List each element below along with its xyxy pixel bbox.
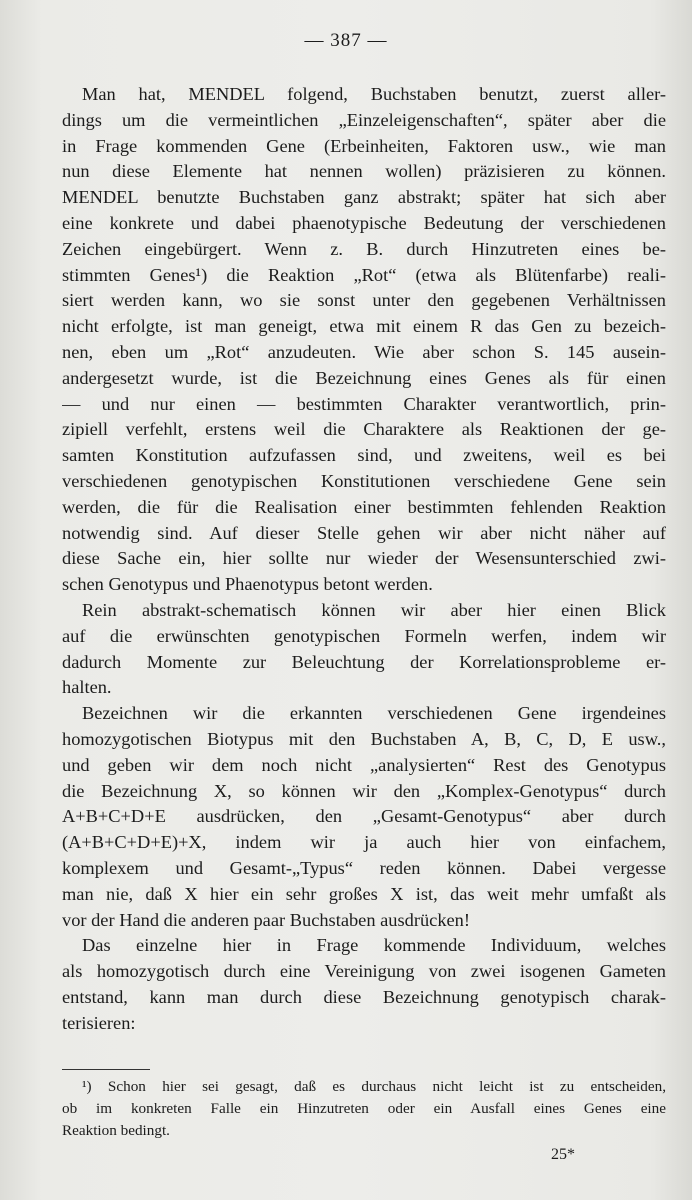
text-line: und geben wir dem noch nicht „analysierten“ Rest des Genotypus (62, 754, 666, 775)
text-line: verschiedenen genotypischen Konstitutionen verschiedene Gene sein (62, 470, 666, 491)
text-line: nen, eben um „Rot“ anzudeuten. Wie aber schon S. 145 ausein- (62, 341, 666, 362)
text-line: Bezeichnen wir die erkannten verschiedenen Gene irgendeines (82, 703, 666, 724)
text-line: als homozygotisch durch eine Vereinigung von zwei isogenen Gameten (62, 961, 666, 982)
text-line: andergesetzt wurde, ist die Bezeichnung eines Genes als für einen (62, 367, 666, 388)
footnote-line: ob im konkreten Falle ein Hinzutreten oder ein Ausfall eines Genes eine (62, 1100, 666, 1117)
signature-mark: 25* (551, 1146, 575, 1163)
text-line: diese Sache ein, hier sollte nur wieder der Wesensunterschied zwi- (62, 548, 666, 569)
text-line: A+B+C+D+E ausdrücken, den „Gesamt-Genotypus“ aber durch (62, 806, 666, 827)
text-line: dings um die vermeintlichen „Einzeleigenschaften“, später aber die (62, 109, 666, 130)
text-line: stimmten Genes¹) die Reaktion „Rot“ (etwa als Blütenfarbe) reali- (62, 264, 666, 285)
page-number: — 387 — (304, 30, 388, 51)
text-line: siert werden kann, wo sie sonst unter den gegebenen Verhältnissen (62, 290, 666, 311)
footnotes (62, 1076, 666, 1142)
text-line: die Bezeichnung X, so können wir den „Komplex-Genotypus“ durch (62, 780, 666, 801)
footnote-line: ¹) Schon hier sei gesagt, daß es durchaus nicht leicht ist zu entscheiden, (82, 1078, 666, 1095)
text-line: auf die erwünschten genotypischen Formeln werfen, indem wir (62, 625, 666, 646)
footnote-line: Reaktion bedingt. (62, 1122, 170, 1139)
text-line: halten. (62, 677, 112, 698)
text-line: zipiell verfehlt, erstens weil die Charaktere als Reaktionen der ge- (62, 419, 666, 440)
text-line: Rein abstrakt-schematisch können wir aber hier einen Blick (82, 599, 666, 620)
footnote-divider (62, 1069, 150, 1070)
text-line: notwendig sind. Auf dieser Stelle gehen wir aber nicht näher auf (62, 522, 666, 543)
text-line: werden, die für die Realisation einer bestimmten fehlenden Reaktion (62, 496, 666, 517)
text-line: eine konkrete und dabei phaenotypische Bedeutung der verschiedenen (62, 212, 666, 233)
text-line: MENDEL benutzte Buchstaben ganz abstrakt; später hat sich aber (62, 187, 666, 208)
text-line: nicht erfolgte, ist man geneigt, etwa mit einem R das Gen zu bezeich- (62, 316, 666, 337)
text-line: Man hat, MENDEL folgend, Buchstaben benutzt, zuerst aller- (82, 84, 666, 104)
text-line: man nie, daß X hier ein sehr großes X ist, das weit mehr umfaßt als (62, 883, 666, 904)
text-line: entstand, kann man durch diese Bezeichnung genotypisch charak- (62, 986, 666, 1007)
text-line: schen Genotypus und Phaenotypus betont werden. (62, 574, 433, 595)
text-line: terisieren: (62, 1012, 136, 1033)
text-line: — und nur einen — bestimmten Charakter verantwortlich, prin- (62, 393, 666, 414)
text-line: Zeichen eingebürgert. Wenn z. B. durch Hinzutreten eines be- (62, 238, 666, 259)
text-line: dadurch Momente zur Beleuchtung der Korrelationsprobleme er- (62, 651, 666, 672)
text-line: komplexem und Gesamt-„Typus“ reden können. Dabei vergesse (62, 857, 666, 878)
text-line: samten Konstitution aufzufassen sind, und zweitens, weil es bei (62, 445, 666, 466)
text-line: in Frage kommenden Gene (Erbeinheiten, Faktoren usw., wie man (62, 135, 666, 156)
text-line: vor der Hand die anderen paar Buchstaben ausdrücken! (62, 909, 470, 930)
body-text (62, 82, 666, 1036)
text-line: homozygotischen Biotypus mit den Buchstaben A, B, C, D, E usw., (62, 728, 666, 749)
text-line: (A+B+C+D+E)+X, indem wir ja auch hier von einfachem, (62, 832, 666, 853)
text-line: nun diese Elemente hat nennen wollen) präzisieren zu können. (62, 161, 666, 182)
text-line: Das einzelne hier in Frage kommende Individuum, welches (82, 935, 666, 956)
